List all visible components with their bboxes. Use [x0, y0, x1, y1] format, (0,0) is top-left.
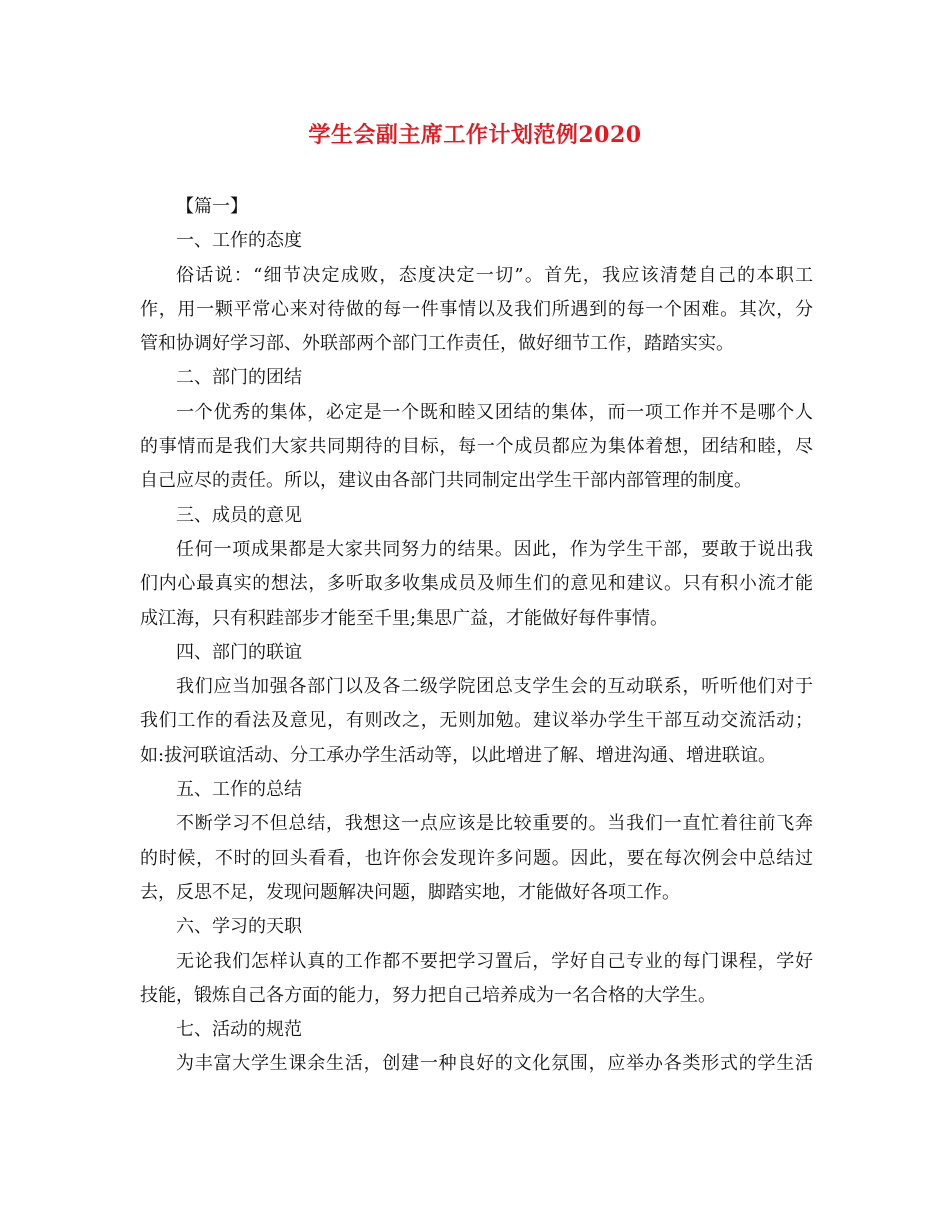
subheading-3: 三、成员的意见 — [176, 504, 302, 526]
subheading-2: 二、部门的团结 — [176, 367, 302, 389]
paragraph-1-line-3: 管和协调好学习部、外联部两个部门工作责任，做好细节工作，踏踏实实。 — [140, 333, 734, 355]
paragraph-2-line-1: 一个优秀的集体，必定是一个既和睦又团结的集体，而一项工作并不是哪个人 — [176, 401, 813, 423]
section-label: 【篇一】 — [176, 196, 248, 217]
paragraph-5-line-1: 不断学习不但总结，我想这一点应该是比较重要的。当我们一直忙着往前飞奔 — [176, 813, 813, 835]
paragraph-2-line-3: 自己应尽的责任。所以，建议由各部门共同制定出学生干部内部管理的制度。 — [140, 470, 752, 492]
subheading-1: 一、工作的态度 — [176, 230, 302, 252]
paragraph-3-line-2: 们内心最真实的想法，多听取多收集成员及师生们的意见和建议。只有积小流才能 — [140, 573, 813, 595]
paragraph-2-line-2: 的事情而是我们大家共同期待的目标，每一个成员都应为集体着想，团结和睦，尽 — [140, 436, 813, 458]
subheading-7: 七、活动的规范 — [176, 1019, 302, 1041]
subheading-5: 五、工作的总结 — [176, 779, 302, 801]
paragraph-4-line-2: 我们工作的看法及意见，有则改之，无则加勉。建议举办学生干部互动交流活动； — [140, 710, 813, 732]
paragraph-6-line-2: 技能，锻炼自己各方面的能力，努力把自己培养成为一名合格的大学生。 — [140, 984, 716, 1006]
document-title: 学生会副主席工作计划范例2020 — [308, 122, 642, 148]
subheading-4: 四、部门的联谊 — [176, 641, 302, 663]
paragraph-4-line-1: 我们应当加强各部门以及各二级学院团总支学生会的互动联系，听听他们对于 — [176, 676, 813, 698]
paragraph-3-line-1: 任何一项成果都是大家共同努力的结果。因此，作为学生干部，要敢于说出我 — [176, 538, 813, 560]
paragraph-5-line-3: 去，反思不足，发现问题解决问题，脚踏实地，才能做好各项工作。 — [140, 881, 680, 903]
subheading-6: 六、学习的天职 — [176, 916, 302, 938]
document-body — [140, 190, 813, 1082]
paragraph-7-line-1: 为丰富大学生课余生活，创建一种良好的文化氛围，应举办各类形式的学生活 — [176, 1053, 813, 1075]
paragraph-5-line-2: 的时候，不时的回头看看，也许你会发现许多问题。因此，要在每次例会中总结过 — [140, 847, 813, 869]
paragraph-6-line-1: 无论我们怎样认真的工作都不要把学习置后，学好自己专业的每门课程，学好 — [176, 950, 813, 972]
paragraph-1-line-2: 作，用一颗平常心来对待做的每一件事情以及我们所遇到的每一个困难。其次，分 — [140, 298, 813, 320]
paragraph-4-line-3: 如:拔河联谊活动、分工承办学生活动等，以此增进了解、增进沟通、增进联谊。 — [140, 744, 777, 766]
paragraph-1-line-1: 俗话说：“细节决定成败，态度决定一切”。首先，我应该清楚自己的本职工 — [176, 264, 813, 286]
paragraph-3-line-3: 成江海，只有积跬部步才能至千里;集思广益，才能做好每件事情。 — [140, 607, 669, 629]
